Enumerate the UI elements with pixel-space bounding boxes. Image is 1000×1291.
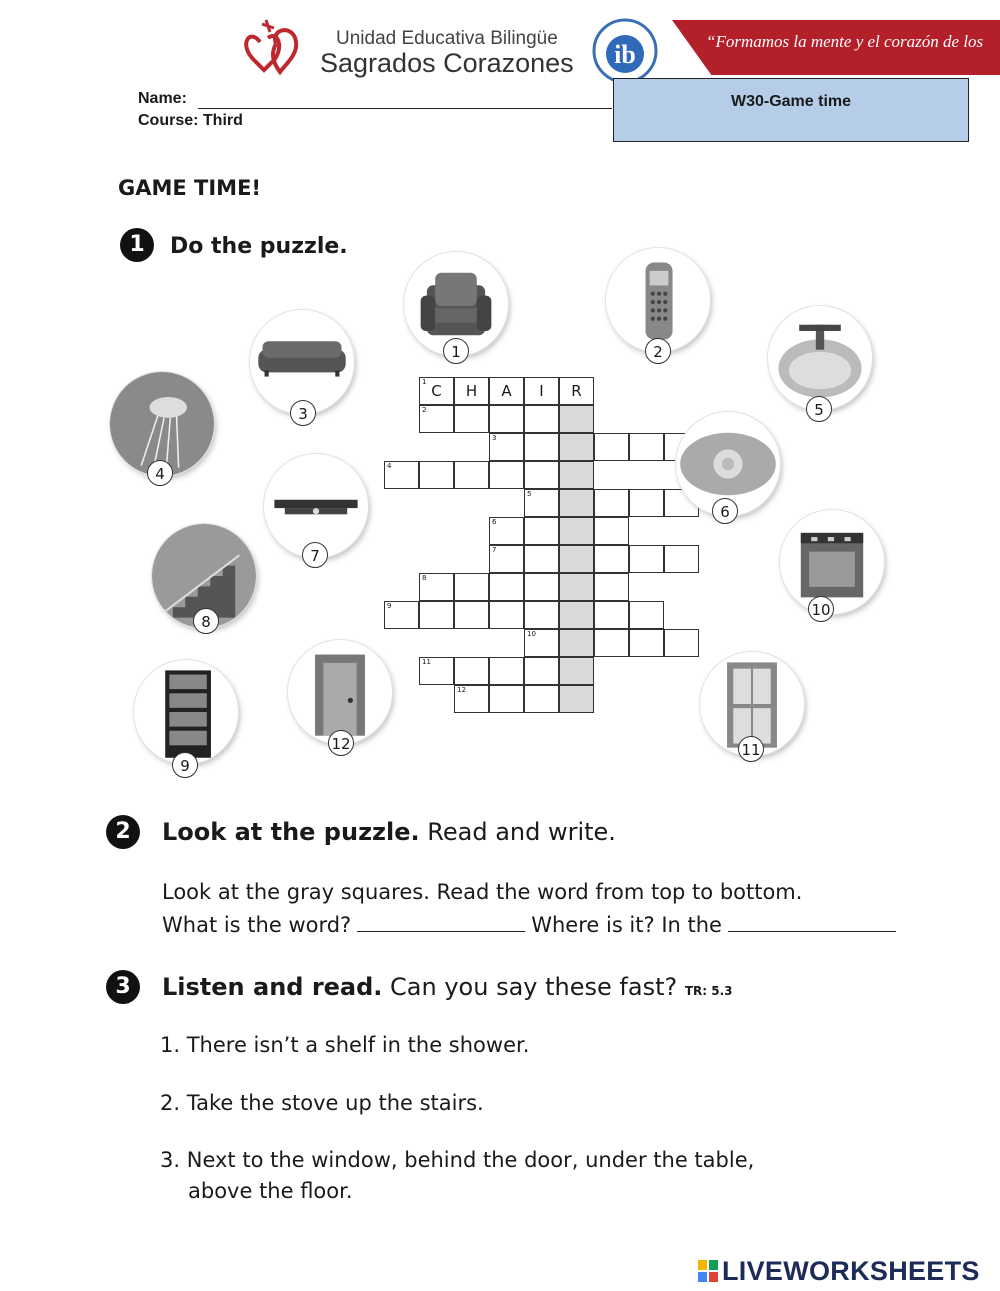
page-title: GAME TIME!	[118, 176, 262, 200]
section1-heading: Do the puzzle.	[170, 234, 348, 259]
crossword-cell[interactable]	[489, 377, 524, 405]
picture-number: 1	[443, 338, 469, 364]
name-label: Name:	[138, 90, 187, 107]
crossword-cell[interactable]	[524, 657, 559, 685]
school-name-line2: Sagrados Corazones	[320, 48, 574, 78]
worksheet-code-box: W30-Game time	[613, 78, 969, 142]
motto-text: “Formamos la mente y el corazón de los	[706, 32, 984, 51]
crossword-cell[interactable]	[454, 685, 489, 713]
section2-text	[162, 876, 896, 942]
crossword-cell[interactable]	[524, 573, 559, 601]
school-logo-hearts-icon	[240, 14, 310, 84]
picture-number: 10	[808, 596, 834, 622]
crossword-cell[interactable]	[524, 461, 559, 489]
clue-number: 12	[457, 686, 466, 694]
crossword-cell[interactable]	[489, 573, 524, 601]
crossword-cell[interactable]	[384, 461, 419, 489]
crossword-letter: H	[465, 382, 478, 400]
crossword-cell[interactable]	[524, 685, 559, 713]
list-item-number: 1.	[160, 1033, 181, 1057]
picture-number: 4	[147, 460, 173, 486]
crossword-cell[interactable]	[489, 517, 524, 545]
name-input-line[interactable]	[198, 108, 612, 109]
track-label: TR: 5.3	[684, 984, 733, 998]
picture-number: 11	[738, 736, 764, 762]
crossword-cell[interactable]	[559, 629, 594, 657]
crossword-cell[interactable]	[489, 545, 524, 573]
crossword-cell[interactable]	[419, 377, 454, 405]
list-item	[160, 1148, 754, 1172]
phone-picture	[606, 248, 710, 352]
crossword-cell[interactable]	[489, 433, 524, 461]
picture-number: 9	[172, 752, 198, 778]
clue-number: 8	[422, 574, 427, 582]
section2-instruction: Look at the gray squares. Read the word from top to bottom.	[162, 880, 803, 904]
crossword-cell[interactable]	[419, 657, 454, 685]
crossword-cell[interactable]	[594, 433, 629, 461]
ib-logo-icon	[592, 18, 658, 84]
picture-number: 5	[806, 396, 832, 422]
crossword-cell[interactable]	[664, 545, 699, 573]
clue-number: 1	[422, 378, 427, 386]
crossword-cell[interactable]	[594, 629, 629, 657]
picture-number: 2	[645, 338, 671, 364]
list-item-number: 3.	[160, 1148, 181, 1172]
clue-number: 7	[492, 546, 497, 554]
section2-heading-bold: Look at the puzzle.	[162, 818, 420, 846]
door-picture	[288, 640, 392, 744]
crossword-cell[interactable]	[489, 657, 524, 685]
crossword-cell[interactable]	[524, 517, 559, 545]
liveworksheets-logo-icon	[698, 1260, 718, 1282]
list-item	[160, 1091, 484, 1115]
crossword-cell[interactable]	[524, 601, 559, 629]
clue-number: 5	[527, 490, 532, 498]
crossword-cell[interactable]	[454, 657, 489, 685]
school-name-line1: Unidad Educativa Bilingüe	[336, 28, 558, 49]
crossword-cell[interactable]	[489, 405, 524, 433]
crossword-cell[interactable]	[629, 489, 664, 517]
word-question: What is the word?	[162, 913, 352, 937]
list-item-text: Take the stove up the stairs.	[186, 1091, 484, 1115]
word-answer-blank[interactable]	[357, 931, 525, 932]
crossword-cell[interactable]	[559, 517, 594, 545]
crossword-cell[interactable]	[594, 545, 629, 573]
liveworksheets-brand: LIVEWORKSHEETS	[722, 1256, 980, 1286]
sink-picture	[768, 306, 872, 410]
crossword-cell[interactable]	[559, 377, 594, 405]
list-item-text: There isn’t a shelf in the shower.	[186, 1033, 530, 1057]
list-item-number: 2.	[160, 1091, 181, 1115]
crossword-cell[interactable]	[559, 405, 594, 433]
crossword-cell[interactable]	[559, 461, 594, 489]
clue-number: 10	[527, 630, 536, 638]
picture-number: 6	[712, 498, 738, 524]
crossword-letter: A	[501, 382, 512, 400]
clue-number: 2	[422, 406, 427, 414]
crossword-cell[interactable]	[594, 601, 629, 629]
crossword-cell[interactable]	[419, 573, 454, 601]
picture-number: 8	[193, 608, 219, 634]
crossword-cell[interactable]	[419, 461, 454, 489]
crossword-cell[interactable]	[454, 601, 489, 629]
crossword-cell[interactable]	[559, 685, 594, 713]
picture-number: 12	[328, 730, 354, 756]
crossword-cell[interactable]	[664, 629, 699, 657]
crossword-cell[interactable]	[559, 433, 594, 461]
crossword-cell[interactable]	[454, 573, 489, 601]
location-answer-blank[interactable]	[728, 931, 896, 932]
clue-number: 3	[492, 434, 497, 442]
section-number-badge: 2	[106, 815, 140, 849]
svg-text:ib: ib	[614, 40, 636, 69]
bookcase-picture	[134, 660, 238, 764]
section3-heading-rest: Can you say these fast?	[382, 973, 678, 1001]
section2-heading-rest: Read and write.	[419, 818, 616, 846]
list-item-continuation: above the floor.	[188, 1179, 353, 1203]
crossword-cell[interactable]	[629, 545, 664, 573]
crossword-cell[interactable]	[524, 377, 559, 405]
picture-number: 3	[290, 400, 316, 426]
crossword-cell[interactable]	[629, 601, 664, 629]
clue-number: 11	[422, 658, 431, 666]
course-label: Course: Third	[138, 112, 243, 129]
clue-number: 4	[387, 462, 392, 470]
crossword-cell[interactable]	[594, 489, 629, 517]
crossword-cell[interactable]	[489, 461, 524, 489]
crossword-letter: R	[571, 382, 582, 400]
list-item-text: Next to the window, behind the door, under the table,	[186, 1148, 755, 1172]
crossword-cell[interactable]	[629, 629, 664, 657]
clue-number: 6	[492, 518, 497, 526]
list-item	[160, 1033, 529, 1057]
picture-number: 7	[302, 542, 328, 568]
clue-number: 9	[387, 602, 392, 610]
crossword-cell[interactable]	[454, 461, 489, 489]
crossword-cell[interactable]	[454, 377, 489, 405]
sofa-picture	[250, 310, 354, 414]
crossword-cell[interactable]	[524, 405, 559, 433]
section-number-badge: 1	[120, 228, 154, 262]
crossword-cell[interactable]	[419, 601, 454, 629]
crossword-cell[interactable]	[524, 629, 559, 657]
crossword-cell[interactable]	[594, 573, 629, 601]
crossword-cell[interactable]	[559, 489, 594, 517]
section-number-badge: 3	[106, 970, 140, 1004]
section2-heading	[162, 818, 616, 846]
crossword-cell[interactable]	[524, 433, 559, 461]
crossword-letter: C	[431, 382, 442, 400]
stove-picture	[780, 510, 884, 614]
section3-heading-bold: Listen and read.	[162, 973, 383, 1001]
crossword-letter: I	[539, 382, 544, 400]
crossword-cell[interactable]	[489, 601, 524, 629]
crossword-cell[interactable]	[419, 405, 454, 433]
crossword-cell[interactable]	[559, 545, 594, 573]
crossword-cell[interactable]	[594, 517, 629, 545]
section3-heading	[162, 973, 733, 1001]
crossword-cell[interactable]	[559, 573, 594, 601]
crossword-cell[interactable]	[559, 657, 594, 685]
crossword-cell[interactable]	[559, 601, 594, 629]
crossword-cell[interactable]	[524, 489, 559, 517]
location-question: Where is it? In the	[531, 913, 722, 937]
crossword-cell[interactable]	[629, 433, 664, 461]
crossword-cell[interactable]	[524, 545, 559, 573]
crossword-cell[interactable]	[454, 405, 489, 433]
crossword-cell[interactable]	[384, 601, 419, 629]
crossword-cell[interactable]	[489, 685, 524, 713]
